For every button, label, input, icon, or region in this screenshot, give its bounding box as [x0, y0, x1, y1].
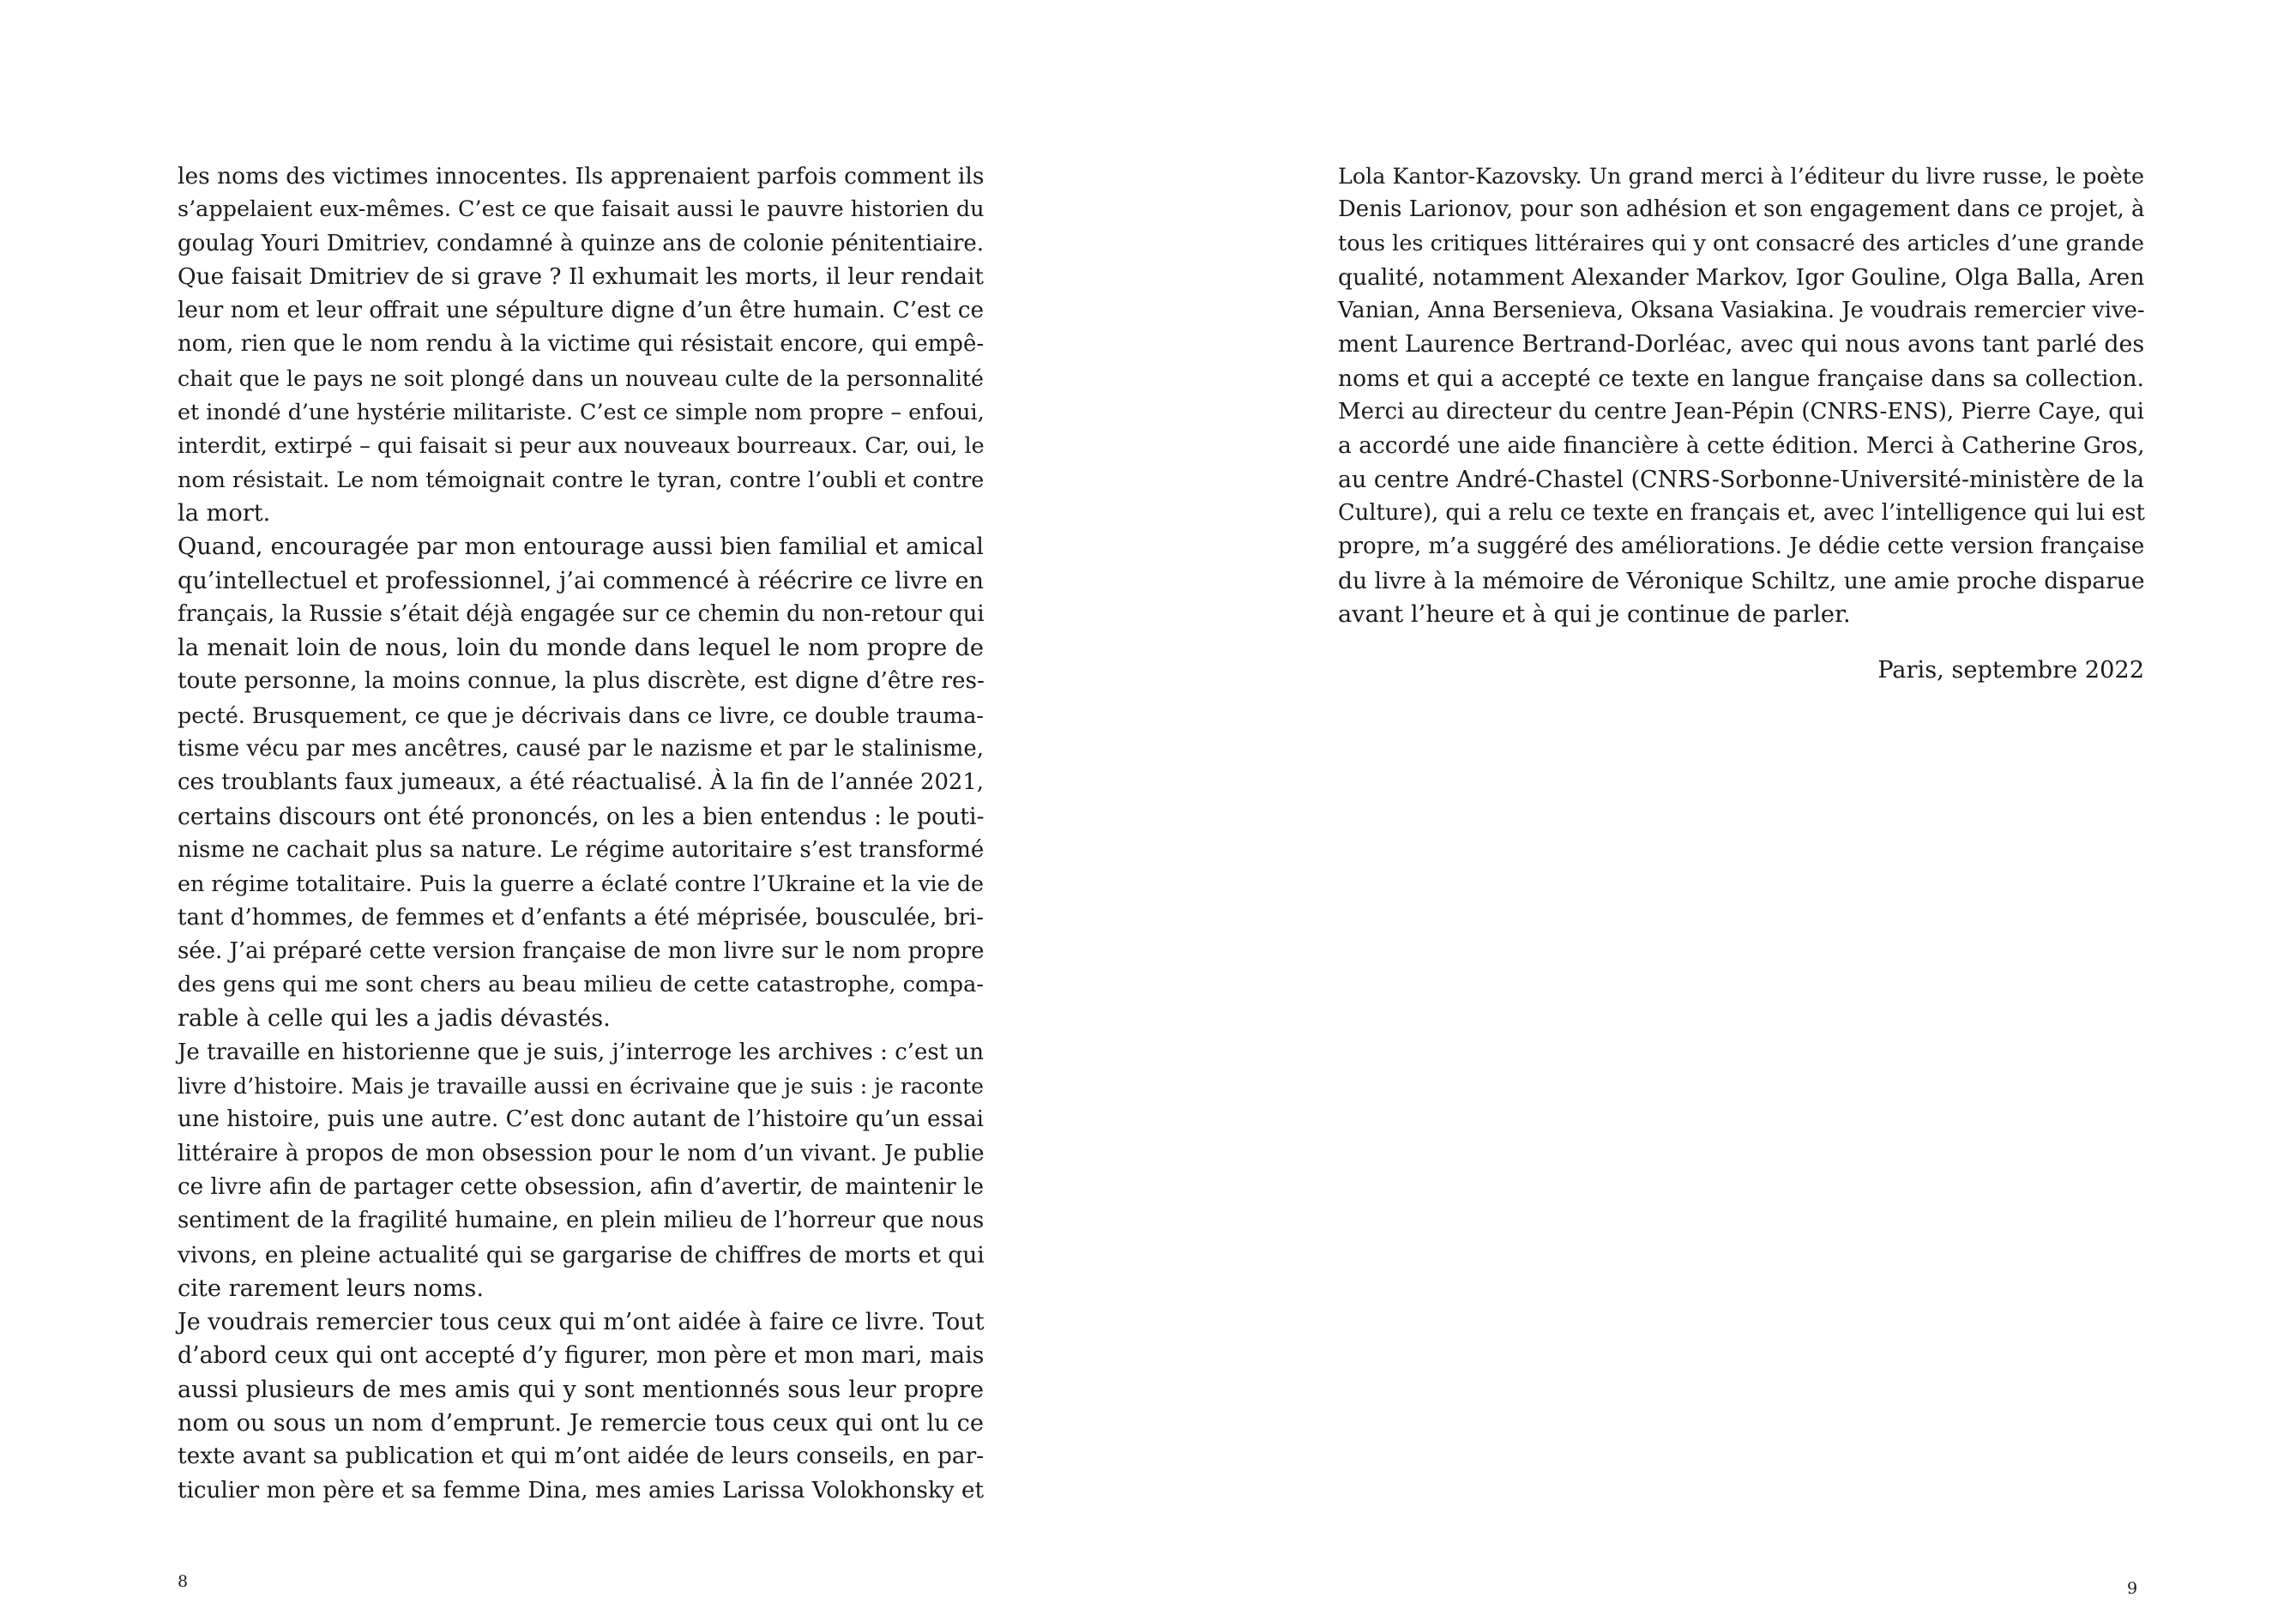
text-line: Je travaille en historienne que je suis, j’interroge les archives : c’est un [178, 1039, 984, 1065]
text-line: qu’intellectuel et professionnel, j’ai commencé à réécrire ce livre en [178, 567, 984, 594]
text-line: a accordé une aide financière à cette édition. Merci à Catherine Gros, [1338, 432, 2145, 460]
text-line: littéraire à propos de mon obsession pour le nom d’un vivant. Je publie [178, 1140, 985, 1166]
text-line: en régime totalitaire. Puis la guerre a éclaté contre l’Ukraine et la vie de [178, 871, 985, 897]
text-line: Quand, encouragée par mon entourage aussi bien familial et amical [178, 533, 984, 561]
page-number-left: 8 [178, 1572, 189, 1591]
text-line: goulag Youri Dmitriev, condamné à quinze ans de colonie pénitentiaire. [178, 230, 985, 256]
text-line: Je voudrais remercier tous ceux qui m’ont aidée à faire ce livre. Tout [178, 1309, 985, 1336]
text-line: français, la Russie s’était déjà engagée sur ce chemin du non-retour qui [178, 600, 985, 627]
text-line: Que faisait Dmitriev de si grave ? Il exhumait les morts, il leur rendait [178, 263, 984, 290]
text-line: une histoire, puis une autre. C’est donc autant de l’histoire qu’un essai [178, 1106, 984, 1133]
text-line: toute personne, la moins connue, la plus discrète, est digne d’être res- [178, 668, 985, 695]
text-line: qualité, notamment Alexander Markov, Igor Gouline, Olga Balla, Aren [1338, 263, 2145, 291]
right-page [1148, 0, 2296, 1621]
text-line: Culture), qui a relu ce texte en français et, avec l’intelligence qui lui est [1338, 499, 2145, 526]
text-line: texte avant sa publication et qui m’ont aidée de leurs conseils, en par- [178, 1443, 985, 1470]
text-line: Denis Larionov, pour son adhésion et son engagement dans ce projet, à [1338, 196, 2145, 223]
signature-place-date: Paris, septembre 2022 [1877, 657, 2144, 684]
text-line: au centre André-Chastel (CNRS-Sorbonne-Université-ministère de la [1338, 466, 2144, 493]
text-line: cite rarement leurs noms. [178, 1275, 484, 1302]
text-line: nisme ne cachait plus sa nature. Le régime autoritaire s’est transformé [178, 836, 985, 863]
text-line: avant l’heure et à qui je continue de parler. [1338, 600, 1851, 628]
text-line: s’appelaient eux-mêmes. C’est ce que faisait aussi le pauvre historien du [178, 196, 985, 223]
text-line: Merci au directeur du centre Jean-Pépin (CNRS-ENS), Pierre Caye, qui [1338, 399, 2144, 425]
text-line: nom ou sous un nom d’emprunt. Je remercie tous ceux qui ont lu ce [178, 1409, 984, 1437]
text-line: des gens qui me sont chers au beau milieu de cette catastrophe, compa- [178, 972, 984, 998]
text-line: la menait loin de nous, loin du monde dans lequel le nom propre de [178, 635, 984, 662]
text-line: tisme vécu par mes ancêtres, causé par le nazisme et par le stalinisme, [178, 736, 984, 762]
text-line: du livre à la mémoire de Véronique Schiltz, une amie proche disparue [1338, 567, 2145, 594]
text-line: certains discours ont été prononcés, on les a bien entendus : le pouti- [178, 803, 985, 830]
text-line: leur nom et leur offrait une sépulture digne d’un être humain. C’est ce [178, 298, 984, 324]
text-line: nom résistait. Le nom témoignait contre le tyran, contre l’oubli et contre [178, 466, 985, 492]
text-line: les noms des victimes innocentes. Ils apprenaient parfois comment ils [178, 163, 985, 190]
text-line: ment Laurence Bertrand-Dorléac, avec qui nous avons tant parlé des [1338, 331, 2145, 359]
text-line: sée. J’ai préparé cette version française de mon livre sur le nom propre [178, 937, 985, 964]
text-line: interdit, extirpé – qui faisait si peur aux nouveaux bourreaux. Car, oui, le [178, 432, 985, 459]
page-number-right: 9 [2127, 1579, 2138, 1598]
text-line: d’abord ceux qui ont accepté d’y figurer, mon père et mon mari, mais [178, 1342, 985, 1370]
text-line: pecté. Brusquement, ce que je décrivais dans ce livre, ce double trauma- [178, 702, 984, 728]
text-line: ticulier mon père et sa femme Dina, mes amies Larissa Volokhonsky et [178, 1477, 984, 1503]
text-line: aussi plusieurs de mes amis qui y sont mentionnés sous leur propre [178, 1376, 984, 1403]
text-line: ces troublants faux jumeaux, a été réactualisé. À la fin de l’année 2021, [178, 769, 985, 796]
text-line: sentiment de la fragilité humaine, en plein milieu de l’horreur que nous [178, 1208, 985, 1234]
left-page-text [178, 160, 984, 1508]
text-line: Lola Kantor-Kazovsky. Un grand merci à l’éditeur du livre russe, le poète [1338, 163, 2144, 189]
text-line: chait que le pays ne soit plongé dans un nouveau culte de la personnalité [178, 365, 984, 391]
text-line: et inondé d’une hystérie militariste. C’est ce simple nom propre – enfoui, [178, 399, 985, 425]
text-line: propre, m’a suggéré des améliorations. Je dédie cette version française [1338, 533, 2145, 560]
text-line: rable à celle qui les a jadis dévastés. [178, 1005, 611, 1033]
text-line: la mort. [178, 499, 271, 527]
text-line: Vanian, Anna Bersenieva, Oksana Vasiakina. Je voudrais remercier vive- [1338, 298, 2145, 324]
text-line: ce livre afin de partager cette obsession, afin d’avertir, de maintenir le [178, 1173, 984, 1200]
text-line: tous les critiques littéraires qui y ont consacré des articles d’une grande [1338, 230, 2144, 256]
text-line: nom, rien que le nom rendu à la victime qui résistait encore, qui empê- [178, 331, 985, 358]
text-line: livre d’histoire. Mais je travaille aussi en écrivaine que je suis : je raconte [178, 1074, 984, 1100]
text-line: noms et qui a accepté ce texte en langue française dans sa collection. [1338, 365, 2144, 392]
right-page-text [1338, 160, 2144, 687]
text-line: tant d’hommes, de femmes et d’enfants a été méprisée, bousculée, bri- [178, 904, 984, 931]
text-line: vivons, en pleine actualité qui se gargarise de chiffres de morts et qui [178, 1241, 985, 1268]
